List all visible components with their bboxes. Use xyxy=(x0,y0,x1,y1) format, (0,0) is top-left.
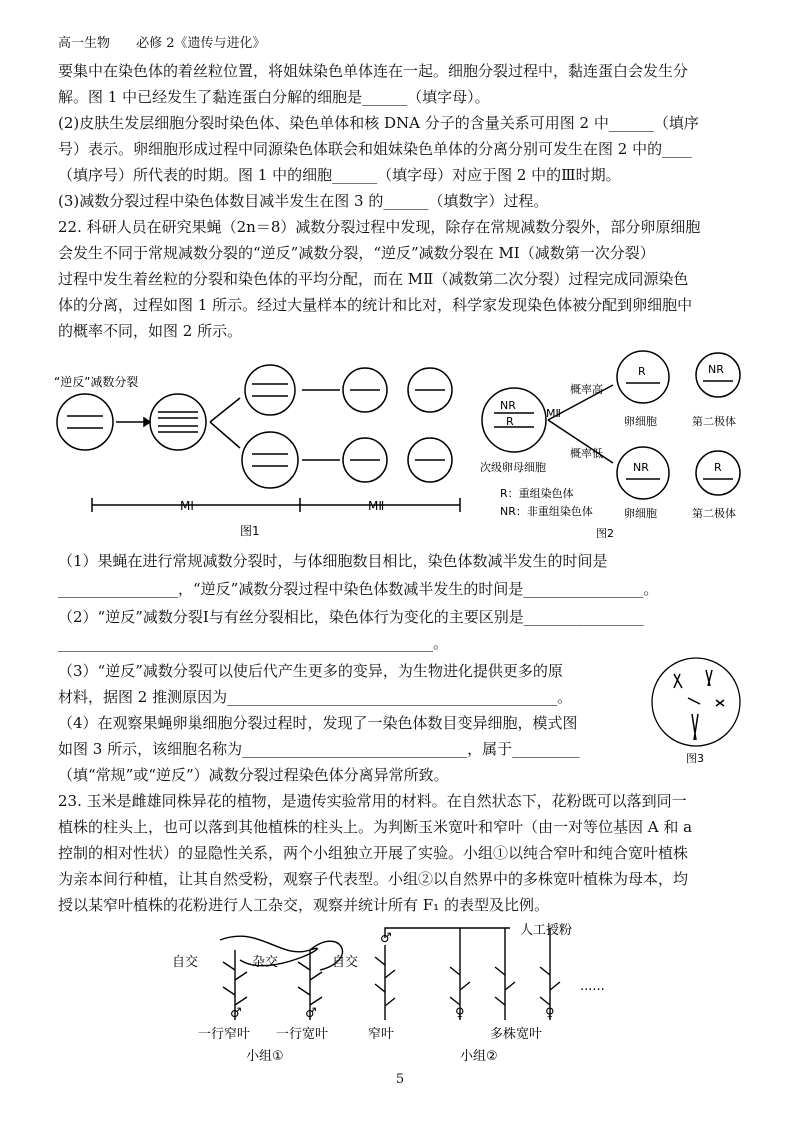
text-line: 解。图 1 中已经发生了黏连蛋白分解的细胞是______（填字母）。 xyxy=(58,88,490,106)
fig2-legend-nr: NR：非重组染色体 xyxy=(500,505,593,518)
fig2-m2: MⅡ xyxy=(546,407,561,420)
cell-1 xyxy=(57,394,113,450)
fig1-m2: MⅡ xyxy=(368,499,385,513)
fig2-secondary-oocyte: 次级卵母细胞 xyxy=(480,461,546,474)
q22-line: （3）“逆反”减数分裂可以使后代产生更多的变异，为生物进化提供更多的原 xyxy=(58,662,563,680)
fig1-m1: MⅠ xyxy=(180,499,194,513)
fig2-nr3: NR xyxy=(633,461,649,474)
q23-line: 授以某窄叶植株的花粉进行人工杂交，观察并统计所有 F₁ 的表型及比例。 xyxy=(58,896,549,914)
fig2-nr1: NR xyxy=(500,399,516,412)
figure-1 xyxy=(40,360,470,545)
fig4-female-2: ♀ xyxy=(545,1006,555,1021)
fig4-male-1: ♂ xyxy=(230,1006,242,1021)
fig2-egg2: 卵细胞 xyxy=(624,507,657,520)
fig1-title: “逆反”减数分裂 xyxy=(54,375,139,389)
text-line: 的概率不同，如图 2 所示。 xyxy=(58,322,243,340)
fig4-group1: 小组① xyxy=(246,1049,284,1064)
fig2-egg1: 卵细胞 xyxy=(624,415,657,428)
q22-line: （填“常规”或“逆反”）减数分裂过程染色体分离异常所致。 xyxy=(58,766,449,784)
q22-line: 如图 3 所示，该细胞名称为______________________________，属于_________ xyxy=(58,740,580,758)
fig2-high: 概率高 xyxy=(570,383,603,396)
fig2-legend-r: R：重组染色体 xyxy=(500,487,574,500)
header-subject: 高一生物 xyxy=(58,36,111,51)
fig4-self1: 自交 xyxy=(172,955,199,970)
header-book: 必修 2《遗传与进化》 xyxy=(136,36,266,51)
fig2-r1: R xyxy=(506,415,514,428)
q22-line: ________________，“逆反”减数分裂过程中染色体数减半发生的时间是________________。 xyxy=(58,580,659,598)
fig4-group2: 小组② xyxy=(460,1049,498,1064)
text-line: 过程中发生着丝粒的分裂和染色体的平均分配，而在 MⅡ（减数第二次分裂）过程完成同源染色 xyxy=(58,270,689,288)
text-line: 号）表示。卵细胞形成过程中同源染色体联会和姐妹染色单体的分离分别可发生在图 2 中的____ xyxy=(58,140,693,158)
q23-line: 为亲本间行种植，让其自然受粉，观察子代表型。小组②以自然界中的多株宽叶植株为母本，均 xyxy=(58,870,689,888)
fig4-male-3: ♂ xyxy=(380,931,392,946)
fig4-wide-row: 一行宽叶 xyxy=(276,1027,329,1042)
fig4-self2: 自交 xyxy=(332,955,359,970)
fig4-narrow: 窄叶 xyxy=(368,1027,395,1042)
q23-line: 控制的相对性状）的显隐性关系，两个小组独立开展了实验。小组①以纯合窄叶和纯合宽叶植株 xyxy=(58,844,689,862)
text-line: (3)减数分裂过程中染色体数目减半发生在图 3 的______（填数字）过程。 xyxy=(58,192,549,210)
fig4-cross: 杂交 xyxy=(252,955,279,970)
figure-3 xyxy=(646,652,746,767)
fig2-r2: R xyxy=(638,365,646,378)
q23-line: 23. 玉米是雌雄同株异花的植物，是遗传实验常用的材料。在自然状态下，花粉既可以落到同一 xyxy=(58,792,687,810)
text-line: 22. 科研人员在研究果蝇（2n＝8）减数分裂过程中发现，除存在常规减数分裂外，部分卵原细胞 xyxy=(58,218,701,236)
fig2-low: 概率低 xyxy=(570,447,603,460)
fig2-caption: 图2 xyxy=(596,527,614,540)
q23-line: 植株的柱头上，也可以落到其他植株的柱头上。为判断玉米宽叶和窄叶（由一对等位基因 A 和 a xyxy=(58,818,693,836)
fig4-narrow-row: 一行窄叶 xyxy=(198,1027,251,1042)
fig2-r3: R xyxy=(714,461,722,474)
fig1-caption: 图1 xyxy=(240,524,260,538)
text-line: 要集中在染色体的着丝粒位置，将姐妹染色单体连在一起。细胞分裂过程中，黏连蛋白会发生分 xyxy=(58,62,689,80)
fig4-male-2: ♂ xyxy=(305,1006,317,1021)
q22-line: （2）“逆反”减数分裂Ⅰ与有丝分裂相比，染色体行为变化的主要区别是________________ xyxy=(58,608,644,626)
q22-line: （4）在观察果蝇卵巢细胞分裂过程时，发现了一染色体数目变异细胞，模式图 xyxy=(58,714,578,732)
fig4-manual: 人工授粉 xyxy=(520,923,573,938)
fig4-wide-many: 多株宽叶 xyxy=(490,1027,543,1042)
q22-line: __________________________________________________。 xyxy=(58,634,449,652)
figure-maize xyxy=(160,920,680,1070)
fig4-dots: ...... xyxy=(580,979,605,994)
fig4-female-1: ♀ xyxy=(455,1006,465,1021)
cell-2 xyxy=(150,394,206,450)
text-line: （填序号）所代表的时期。图 1 中的细胞______（填字母）对应于图 2 中的Ⅲ时期。 xyxy=(58,166,621,184)
text-line: 体的分离，过程如图 1 所示。经过大量样本的统计和比对，科学家发现染色体被分配到卵细胞中 xyxy=(58,296,693,314)
cell-4 xyxy=(242,432,298,488)
page-number: 5 xyxy=(395,1072,405,1087)
text-line: 会发生不同于常规减数分裂的“逆反”减数分裂，“逆反”减数分裂在 MⅠ（减数第一次分裂） xyxy=(58,244,655,262)
figure-2 xyxy=(478,345,758,545)
page-header xyxy=(58,32,288,51)
fig3-caption: 图3 xyxy=(686,752,704,765)
fig2-polar2: 第二极体 xyxy=(692,507,736,520)
q22-line: （1）果蝇在进行常规减数分裂时，与体细胞数目相比，染色体数减半发生的时间是 xyxy=(58,552,608,570)
text-line: (2)皮肤生发层细胞分裂时染色体、染色单体和核 DNA 分子的含量关系可用图 2 中______（填序 xyxy=(58,114,699,132)
fig2-nr2: NR xyxy=(708,363,724,376)
fig2-polar1: 第二极体 xyxy=(692,415,736,428)
cell-3 xyxy=(245,365,295,415)
q22-line: 材料，据图 2 推测原因为____________________________________________。 xyxy=(58,688,573,706)
